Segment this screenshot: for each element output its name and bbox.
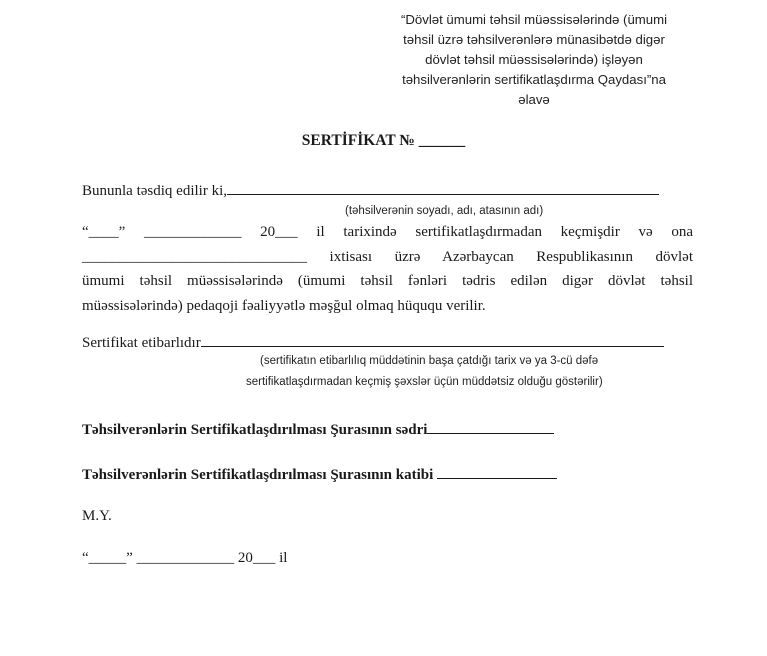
confirm-row [82, 180, 659, 200]
validity-field-line [201, 332, 664, 347]
validity-hint-1: (sertifikatın etibarlılıq müddətinin başa çatdığı tarix və ya 3-cü dəfə [260, 355, 599, 367]
secretary-signature-line [437, 464, 557, 479]
validity-label: Sertifikat etibarlıdır [82, 335, 201, 351]
annex-line: “Dövlət ümumi təhsil müəssisələrində (ümumi [400, 12, 668, 27]
name-field-line [227, 180, 659, 195]
chair-signature-line [427, 419, 554, 434]
rights-line-1: ümumi təhsil müəssisələrində (ümumi təhsil fənləri tədris edilən digər dövlət təhsil [82, 273, 693, 289]
chair-label: Təhsilverənlərin Sertifikatlaşdırılması Şurasının sədri [82, 422, 428, 438]
chair-row [82, 419, 554, 439]
rights-line-2: müəssisələrində) pedaqoji fəaliyyətlə məşğul olmaq hüququ verilir. [82, 297, 486, 314]
seal-label: M.Y. [82, 508, 112, 524]
validity-hint-2: sertifikatlaşdırmadan keçmiş şəxslər üçün müddətsiz olduğu göstərilir) [246, 376, 603, 388]
grant-paragraph [82, 220, 693, 318]
annex-note [372, 10, 696, 110]
confirm-label: Bununla təsdiq edilir ki, [82, 183, 227, 199]
validity-row [82, 332, 664, 352]
annex-line: əlavə [518, 92, 550, 107]
annex-line: təhsilverənlərin sertifikatlaşdırma Qaydası”na [402, 72, 666, 87]
date-line: “____” _____________ 20___ il tarixində sertifikatlaşdırmadan keçmişdir və ona [82, 224, 693, 240]
name-hint: (təhsilverənin soyadı, adı, atasının adı) [345, 205, 544, 217]
certificate-title: SERTİFİKAT № ______ [301, 132, 466, 149]
footer-date: “_____” _____________ 20___ il [82, 550, 288, 566]
annex-line: dövlət təhsil müəssisələrində) işləyən [425, 52, 643, 67]
secretary-row [82, 464, 557, 484]
specialty-line: ______________________________ ixtisası üzrə Azərbaycan Respublikasının dövlət [82, 248, 693, 265]
annex-line: təhsil üzrə təhsilverənlərə münasibətdə digər [403, 32, 665, 47]
secretary-label: Təhsilverənlərin Sertifikatlaşdırılması Şurasının katibi [82, 467, 434, 483]
